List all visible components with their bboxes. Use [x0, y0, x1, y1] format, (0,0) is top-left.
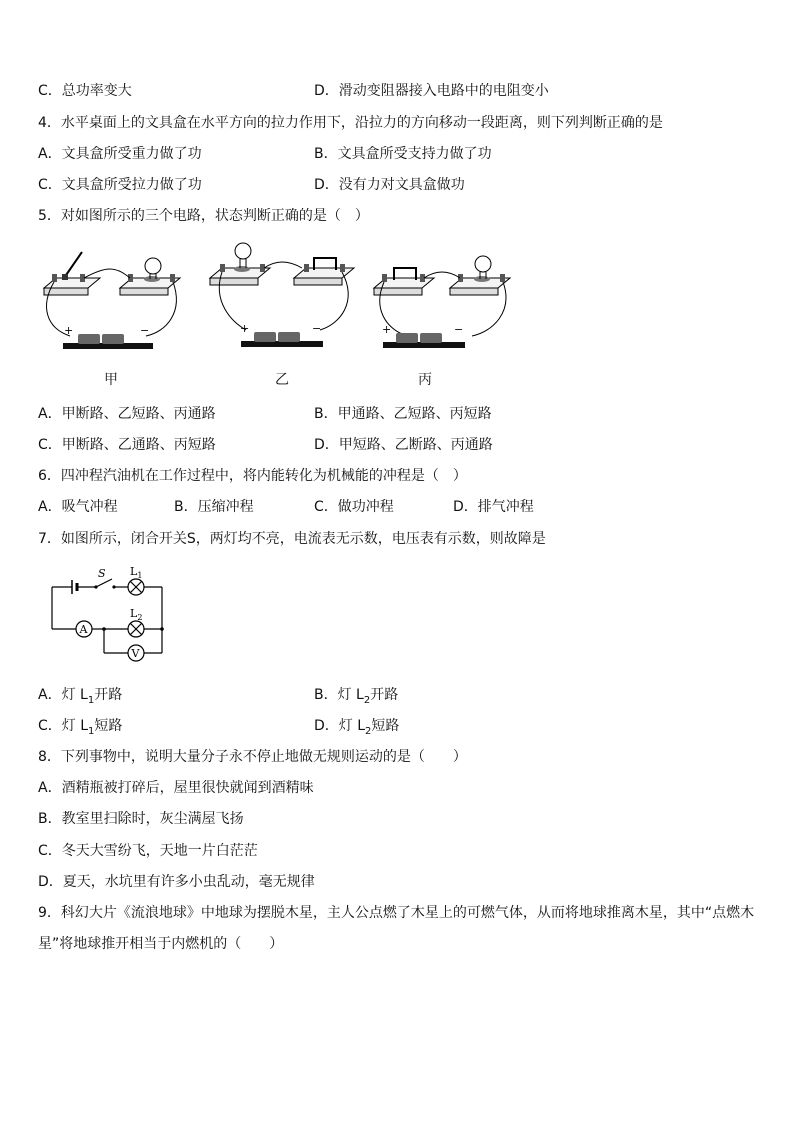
svg-text:−: −	[140, 324, 150, 337]
circuit-jia	[44, 252, 180, 349]
q4-option-a: A．文具盒所受重力做了功	[38, 146, 202, 162]
q5-option-c: C．甲断路、乙通路、丙短路	[38, 437, 216, 453]
q5-stem: 5．对如图所示的三个电路，状态判断正确的是（ ）	[38, 208, 369, 224]
q6-option-b: B．压缩冲程	[174, 499, 254, 515]
svg-text:+: +	[240, 322, 250, 335]
q6-option-c: C．做功冲程	[314, 499, 394, 515]
q8-stem: 8．下列事物中，说明大量分子永不停止地做无规则运动的是（ ）	[38, 749, 467, 765]
q5-option-a: A．甲断路、乙短路、丙通路	[38, 406, 216, 422]
q4-option-c: C．文具盒所受拉力做了功	[38, 177, 202, 193]
q5-option-b: B．甲通路、乙短路、丙短路	[314, 406, 492, 422]
q7-circuit-diagram	[44, 565, 174, 665]
q5-figure-label-yi: 乙	[275, 372, 289, 388]
svg-text:+: +	[64, 324, 74, 337]
q9-stem-line1: 9．科幻大片《流浪地球》中地球为摆脱木星，主人公点燃了木星上的可燃气体，从而将地球推离木星，其中“点燃木	[38, 905, 755, 921]
q7-option-d: D．灯 $L_2$短路	[314, 718, 400, 737]
circuit-bing	[374, 256, 510, 348]
q3-option-d: D．滑动变阻器接入电路中的电阻变小	[314, 83, 549, 99]
q6-stem: 6．四冲程汽油机在工作过程中，将内能转化为机械能的冲程是（ ）	[38, 468, 467, 484]
q7-option-a: A．灯 $L_1$开路	[38, 687, 123, 706]
svg-text:+: +	[382, 323, 392, 336]
q7-option-c: C．灯 $L_1$短路	[38, 718, 123, 737]
q4-option-d: D．没有力对文具盒做功	[314, 177, 465, 193]
q3-option-c: C．总功率变大	[38, 83, 132, 99]
lamp-l1-label: $L_1$	[130, 565, 143, 580]
q6-option-d: D．排气冲程	[453, 499, 534, 515]
circuit-yi	[210, 243, 354, 347]
ammeter-label: A	[79, 623, 88, 636]
switch-label: S	[98, 567, 106, 580]
svg-text:−: −	[312, 322, 322, 335]
q8-option-b: B．教室里扫除时，灰尘满屋飞扬	[38, 811, 244, 827]
q8-option-c: C．冬天大雪纷飞，天地一片白茫茫	[38, 843, 258, 859]
q5-figure-label-bing: 丙	[418, 372, 432, 388]
q8-option-d: D．夏天，水坑里有许多小虫乱动，毫无规律	[38, 874, 315, 890]
q7-option-b: B．灯 $L_2$开路	[314, 687, 399, 706]
q5-circuit-figures	[36, 236, 536, 358]
q8-option-a: A．酒精瓶被打碎后，屋里很快就闻到酒精味	[38, 780, 314, 796]
q7-stem: 7．如图所示，闭合开关S，两灯均不亮，电流表无示数，电压表有示数，则故障是	[38, 531, 546, 547]
voltmeter-label: V	[131, 647, 140, 660]
q4-stem: 4．水平桌面上的文具盒在水平方向的拉力作用下，沿拉力的方向移动一段距离，则下列判断正确的是	[38, 115, 663, 131]
lamp-l2-label: $L_2$	[130, 607, 143, 622]
q6-option-a: A．吸气冲程	[38, 499, 118, 515]
q9-stem-line2: 星”将地球推开相当于内燃机的（ ）	[38, 936, 284, 952]
q5-figure-label-jia: 甲	[104, 372, 118, 388]
q4-option-b: B．文具盒所受支持力做了功	[314, 146, 492, 162]
svg-text:−: −	[454, 323, 464, 336]
switch-s	[96, 579, 112, 587]
q5-option-d: D．甲短路、乙断路、丙通路	[314, 437, 493, 453]
